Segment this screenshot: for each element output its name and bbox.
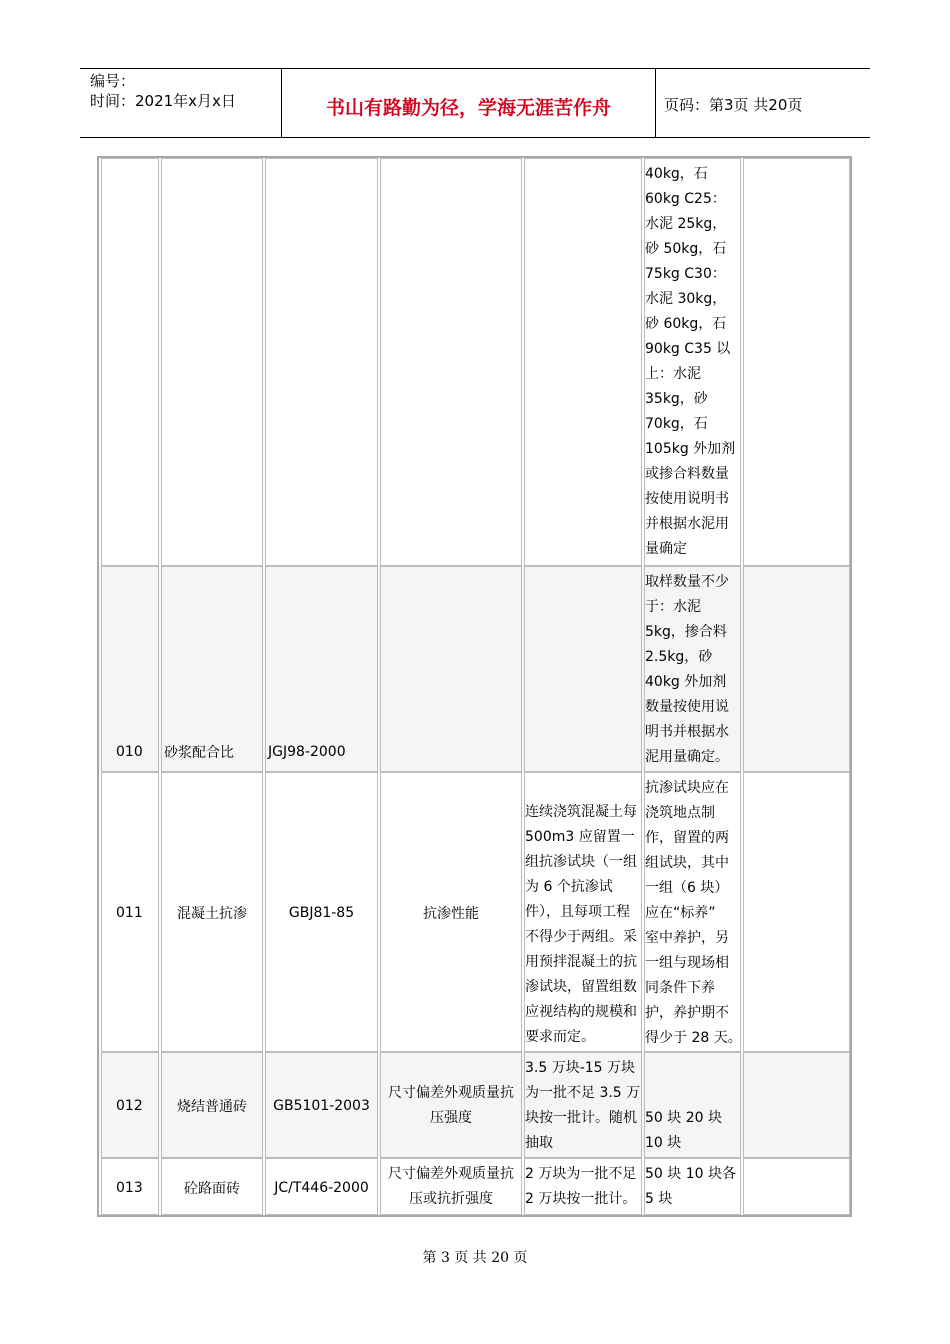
- cell-name: 烧结普通砖: [161, 1052, 263, 1158]
- document-date-label: 时间：2021年x月x日: [90, 92, 236, 110]
- cell-standard: [265, 158, 378, 566]
- batch-text: 2 万块为一批不足 2 万块按一批计。: [525, 1166, 637, 1207]
- cell-no: 013: [101, 1158, 159, 1215]
- table-row: [99, 772, 850, 1052]
- cell-no: [101, 158, 159, 566]
- cell-batch: [524, 158, 642, 566]
- cell-standard: JC/T446-2000: [265, 1158, 378, 1215]
- cell-note: [743, 566, 850, 772]
- cell-batch: [524, 1052, 642, 1158]
- cell-standard: GB5101-2003: [265, 1052, 378, 1158]
- batch-text: 连续浇筑混凝土每 500m3 应留置一 组抗渗试块（一组 为 6 个抗渗试 件），且每项工程 不得少于两组。采 用预拌混凝土的抗 渗试块，留置组数 应视结构的规模和 要求而定。: [525, 804, 637, 1045]
- item-text: 尺寸偏差外观质量抗 压或抗折强度: [388, 1166, 514, 1207]
- cell-sample: [644, 566, 741, 772]
- cell-sample: [644, 772, 741, 1052]
- sample-text: 50 块 10 块各 5 块: [645, 1166, 736, 1207]
- cell-item: [380, 158, 522, 566]
- table-row: [99, 1052, 850, 1158]
- sample-text: 取样数量不少 于：水泥 5kg，掺合料 2.5kg，砂 40kg 外加剂 数量按使用说 明书并根据水 泥用量确定。: [645, 574, 729, 765]
- cell-item: 抗渗性能: [380, 772, 522, 1052]
- cell-batch: [524, 1158, 642, 1215]
- cell-no: 012: [101, 1052, 159, 1158]
- inspection-table: [97, 156, 852, 1217]
- sample-text: 50 块 20 块 10 块: [645, 1110, 722, 1151]
- cell-sample: [644, 1052, 741, 1158]
- cell-name: 砂浆配合比: [161, 566, 263, 772]
- cell-item: [380, 1052, 522, 1158]
- cell-standard: GBJ81-85: [265, 772, 378, 1052]
- cell-no: 010: [101, 566, 159, 772]
- batch-text: 3.5 万块-15 万块 为一批不足 3.5 万 块按一批计。随机 抽取: [525, 1060, 641, 1151]
- header-meta-cell: [80, 69, 282, 137]
- cell-note: [743, 1158, 850, 1215]
- cell-name: 混凝土抗渗: [161, 772, 263, 1052]
- page-header: [80, 68, 870, 138]
- cell-note: [743, 1052, 850, 1158]
- table-row: [99, 1158, 850, 1215]
- document-number-label: 编号：: [90, 72, 136, 90]
- table-row: [99, 566, 850, 772]
- item-text: 尺寸偏差外观质量抗 压强度: [388, 1085, 514, 1126]
- cell-note: [743, 158, 850, 566]
- header-page-cell: [656, 69, 870, 137]
- cell-item: [380, 566, 522, 772]
- header-motto-cell: [282, 69, 656, 137]
- cell-batch: [524, 566, 642, 772]
- motto-text: 书山有路勤为径，学海无涯苦作舟: [325, 97, 611, 119]
- cell-batch: [524, 772, 642, 1052]
- sample-text: 40kg，石 60kg C25： 水泥 25kg， 砂 50kg，石 75kg C30： 水泥 30kg， 砂 60kg，石 90kg C35 以 上：水泥 35kg，砂 70kg，石 105kg 外加剂 或掺合料数量 按使用说明书 并根据水泥用 量确定: [645, 166, 736, 557]
- header-page-number: 页码：第3页 共20页: [664, 96, 803, 114]
- cell-standard: JGJ98-2000: [265, 566, 378, 772]
- page-footer: 第 3 页 共 20 页: [422, 1250, 528, 1266]
- sample-text: 抗渗试块应在 浇筑地点制 作，留置的两 组试块，其中 一组（6 块） 应在“标养” 室中养护，另 一组与现场相 同条件下养 护，养护期不 得少于 28 天。: [645, 780, 742, 1046]
- table-row: [99, 158, 850, 566]
- cell-item: [380, 1158, 522, 1215]
- cell-name: [161, 158, 263, 566]
- cell-name: 砼路面砖: [161, 1158, 263, 1215]
- cell-sample: [644, 1158, 741, 1215]
- cell-no: 011: [101, 772, 159, 1052]
- cell-note: [743, 772, 850, 1052]
- cell-sample: [644, 158, 741, 566]
